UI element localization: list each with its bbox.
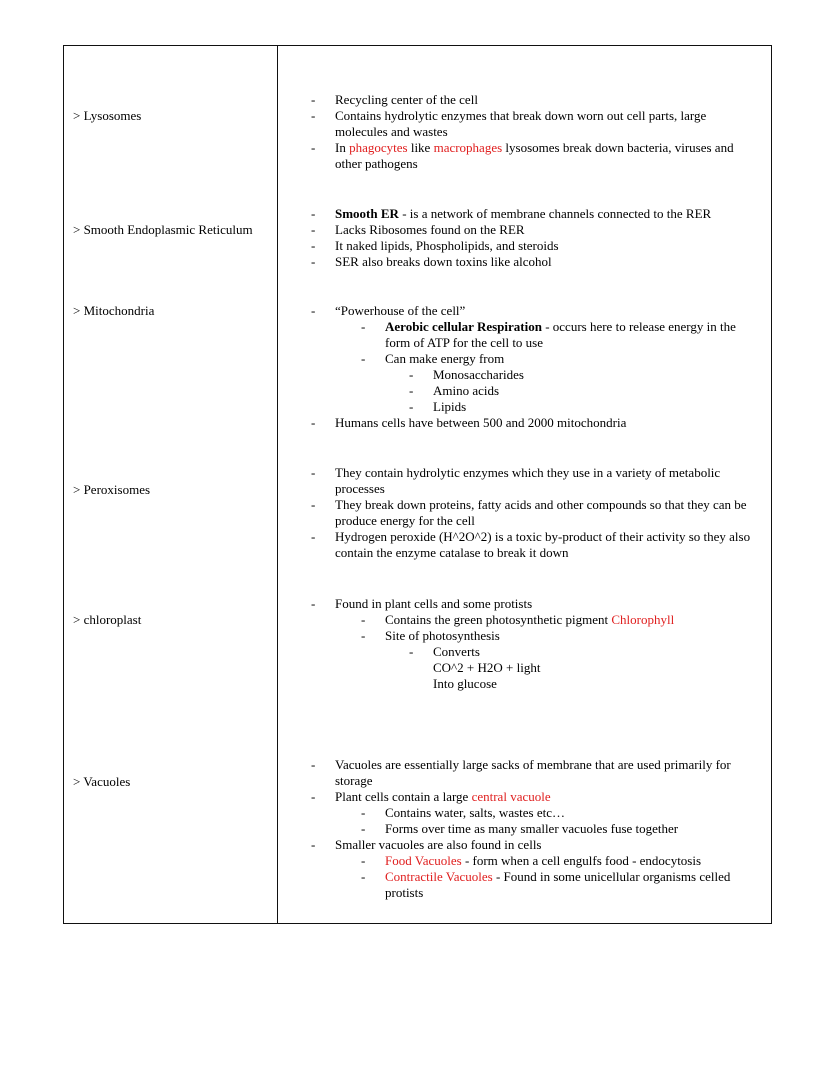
bullet-dash: - xyxy=(311,497,316,512)
note-text-segment: Smooth ER xyxy=(335,206,399,221)
note-text-segment: Found in plant cells and some protists xyxy=(335,596,533,611)
table-row xyxy=(64,284,771,447)
note-text-segment: Chlorophyll xyxy=(611,612,675,627)
note-text-segment: phagocytes xyxy=(349,140,408,155)
table-row xyxy=(64,722,771,923)
note-text-segment: CO^2 + H2O + light xyxy=(433,660,541,675)
bullet-dash: - xyxy=(311,92,316,107)
note-text-segment: “Powerhouse of the cell” xyxy=(335,303,466,318)
notes-cell xyxy=(278,447,771,577)
note-text-segment: Converts xyxy=(433,644,480,659)
note-text xyxy=(335,465,761,497)
note-text xyxy=(335,529,761,561)
note-item xyxy=(409,660,761,676)
note-item xyxy=(311,108,761,140)
bullet-dash: - xyxy=(409,399,414,414)
note-text-segment: Smaller vacuoles are also found in cells xyxy=(335,837,542,852)
note-text-segment: Contractile Vacuoles xyxy=(385,869,493,884)
note-text-segment: Into glucose xyxy=(433,676,497,691)
table-row xyxy=(64,447,771,577)
bullet-dash: - xyxy=(409,644,414,659)
note-item xyxy=(311,596,761,612)
bullet-dash: - xyxy=(361,869,366,884)
note-text-segment: It naked lipids, Phospholipids, and steroids xyxy=(335,238,559,253)
bullet-dash: - xyxy=(361,612,366,627)
note-text-segment: - Found in some unicellular organisms celled protists xyxy=(385,869,731,900)
note-text-segment: SER also breaks down toxins like alcohol xyxy=(335,254,552,269)
notes-cell xyxy=(278,284,771,447)
bullet-dash: - xyxy=(361,821,366,836)
note-text-segment: like xyxy=(407,140,434,155)
note-item xyxy=(361,351,761,367)
note-item xyxy=(409,644,761,660)
note-text-segment: macrophages xyxy=(433,140,503,155)
bullet-dash: - xyxy=(311,254,316,269)
note-text-segment: Forms over time as many smaller vacuoles fuse together xyxy=(385,821,679,836)
note-text xyxy=(335,206,711,222)
organelle-label: > Lysosomes xyxy=(73,108,142,123)
note-item xyxy=(409,676,761,692)
note-item xyxy=(311,837,761,853)
organelle-label-cell xyxy=(64,722,278,923)
note-text-segment: Lipids xyxy=(433,399,467,414)
note-text xyxy=(335,140,761,172)
note-text-segment: Can make energy from xyxy=(385,351,505,366)
note-text-segment: - occurs here to release energy in the form of ATP for the cell to use xyxy=(385,319,736,350)
organelle-label-cell xyxy=(64,284,278,447)
note-text xyxy=(335,92,478,108)
note-text xyxy=(335,497,761,529)
note-item xyxy=(311,415,761,431)
note-item xyxy=(311,529,761,561)
note-text xyxy=(335,596,532,612)
organelle-label: > Mitochondria xyxy=(73,303,155,318)
note-text xyxy=(385,821,678,837)
note-item xyxy=(311,222,761,238)
note-text-segment: Food Vacuoles xyxy=(385,853,462,868)
bullet-dash: - xyxy=(311,238,316,253)
bullet-dash: - xyxy=(361,805,366,820)
bullet-dash: - xyxy=(311,789,316,804)
note-text xyxy=(385,319,761,351)
note-text xyxy=(433,644,480,660)
note-text-segment: In xyxy=(335,140,350,155)
note-item xyxy=(311,757,761,789)
organelle-label-cell xyxy=(64,46,278,188)
note-text xyxy=(385,351,504,367)
note-text-segment: They contain hydrolytic enzymes which they use in a variety of metabolic processes xyxy=(335,465,721,496)
bullet-dash: - xyxy=(311,529,316,544)
organelle-label: > Vacuoles xyxy=(73,774,131,789)
bullet-dash: - xyxy=(311,108,316,123)
note-text-segment: Recycling center of the cell xyxy=(335,92,478,107)
bullet-dash: - xyxy=(311,837,316,852)
table-row xyxy=(64,188,771,284)
note-item xyxy=(361,821,761,837)
organelle-label-cell xyxy=(64,447,278,577)
note-text-segment: central vacuole xyxy=(471,789,551,804)
notes-cell xyxy=(278,46,771,188)
organelle-label: > Smooth Endoplasmic Reticulum xyxy=(73,222,253,237)
note-item xyxy=(311,92,761,108)
note-text-segment: Contains water, salts, wastes etc… xyxy=(385,805,565,820)
note-text xyxy=(335,757,761,789)
note-item xyxy=(361,319,761,351)
bullet-dash: - xyxy=(311,757,316,772)
note-text xyxy=(385,805,565,821)
note-text-segment: - form when a cell engulfs food - endocytosis xyxy=(461,853,702,868)
note-text xyxy=(335,415,626,431)
bullet-dash: - xyxy=(361,351,366,366)
note-item xyxy=(311,303,761,319)
bullet-dash: - xyxy=(361,853,366,868)
note-item xyxy=(311,206,761,222)
bullet-dash: - xyxy=(361,628,366,643)
note-text-segment: Monosaccharides xyxy=(433,367,524,382)
bullet-dash: - xyxy=(311,465,316,480)
organelle-label: > chloroplast xyxy=(73,612,142,627)
note-item xyxy=(311,789,761,805)
table-row xyxy=(64,577,771,722)
note-item xyxy=(311,497,761,529)
notes-table xyxy=(63,45,772,924)
note-text xyxy=(335,837,542,853)
note-item xyxy=(409,367,761,383)
note-text-segment: Vacuoles are essentially large sacks of membrane that are used primarily for storage xyxy=(335,757,731,788)
note-text-segment: Lacks Ribosomes found on the RER xyxy=(335,222,525,237)
note-text-segment: - is a network of membrane channels connected to the RER xyxy=(398,206,712,221)
note-text-segment: Amino acids xyxy=(433,383,500,398)
note-text xyxy=(335,789,551,805)
note-text xyxy=(433,660,540,676)
note-text xyxy=(385,628,500,644)
note-text-segment: Aerobic cellular Respiration xyxy=(385,319,542,334)
bullet-dash: - xyxy=(311,596,316,611)
note-text xyxy=(385,869,761,901)
notes-cell xyxy=(278,188,771,284)
note-text-segment: Site of photosynthesis xyxy=(385,628,500,643)
note-item xyxy=(311,238,761,254)
note-item xyxy=(361,628,761,644)
note-text xyxy=(335,238,559,254)
bullet-dash: - xyxy=(409,383,414,398)
note-text-segment: lysosomes break down bacteria, viruses and other pathogens xyxy=(335,140,734,171)
note-item xyxy=(361,869,761,901)
note-text-segment: Humans cells have between 500 and 2000 mitochondria xyxy=(335,415,627,430)
bullet-dash: - xyxy=(311,222,316,237)
note-text xyxy=(385,853,701,869)
note-text xyxy=(433,383,499,399)
note-text xyxy=(433,676,497,692)
table-row xyxy=(64,46,771,188)
note-item xyxy=(311,140,761,172)
bullet-dash: - xyxy=(409,367,414,382)
bullet-dash: - xyxy=(311,303,316,318)
note-item xyxy=(311,465,761,497)
note-text xyxy=(433,367,524,383)
bullet-dash: - xyxy=(311,206,316,221)
note-text-segment: Contains the green photosynthetic pigment xyxy=(385,612,612,627)
bullet-dash: - xyxy=(311,140,316,155)
note-text xyxy=(335,303,465,319)
note-text xyxy=(385,612,674,628)
note-text-segment: They break down proteins, fatty acids and other compounds so that they can be produce energy for the cell xyxy=(335,497,747,528)
organelle-label: > Peroxisomes xyxy=(73,482,151,497)
organelle-label-cell xyxy=(64,188,278,284)
notes-cell xyxy=(278,722,771,923)
note-text-segment: Contains hydrolytic enzymes that break down worn out cell parts, large molecules and wastes xyxy=(335,108,707,139)
organelle-label-cell xyxy=(64,577,278,722)
notes-cell xyxy=(278,577,771,722)
bullet-dash: - xyxy=(361,319,366,334)
note-item xyxy=(361,612,761,628)
note-text xyxy=(433,399,466,415)
note-item xyxy=(311,254,761,270)
note-text-segment: Plant cells contain a large xyxy=(335,789,472,804)
note-text xyxy=(335,108,761,140)
note-text xyxy=(335,254,552,270)
bullet-dash: - xyxy=(311,415,316,430)
note-item xyxy=(361,853,761,869)
note-text-segment: Hydrogen peroxide (H^2O^2) is a toxic by-product of their activity so they also contain the enzyme catalase to break it down xyxy=(335,529,751,560)
note-item xyxy=(409,399,761,415)
note-text xyxy=(335,222,525,238)
note-item xyxy=(409,383,761,399)
note-item xyxy=(361,805,761,821)
